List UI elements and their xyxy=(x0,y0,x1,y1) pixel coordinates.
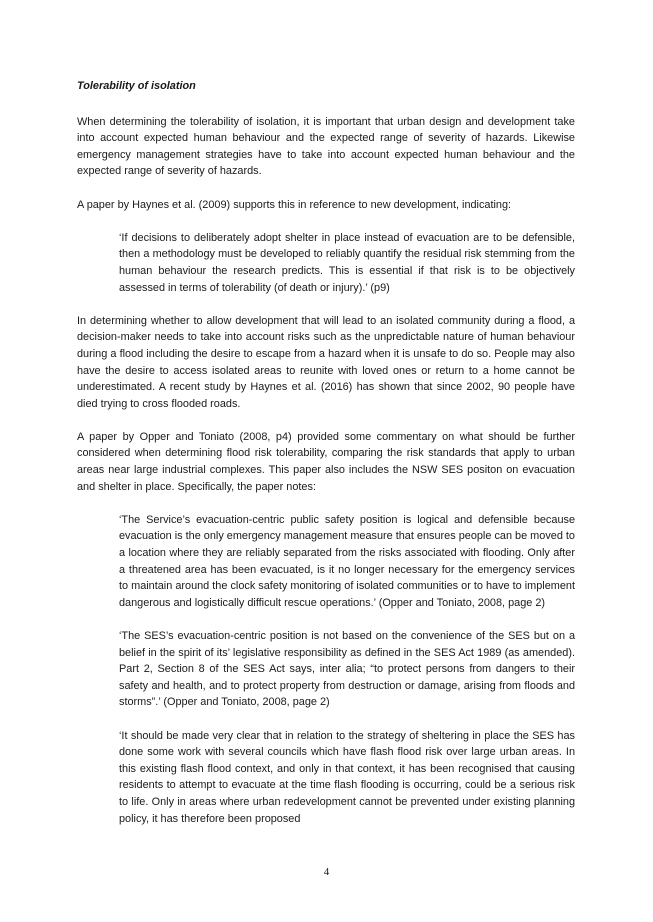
paragraph-isolated-community: In determining whether to allow development that will lead to an isolated community during a flood, a decision-maker needs to take into account risks such as the unpredictable nature of human behaviour during a flood including the desire to escape from a hazard when it is unsafe to do so. People may also have the desire to access isolated areas to reunite with loved ones or return to a home cannot be underestimated. A recent study by Haynes et al. (2016) has shown that since 2002, 90 people have died trying to cross flooded roads. xyxy=(77,314,575,410)
quote-shelter-in-place: ‘It should be made very clear that in relation to the strategy of sheltering in place the SES has done some work with several councils which have flash flood risk over large urban areas. In this existing flash flood context, and only in that context, it has been recognised that causing residents to attempt to evacuate at the time flash flooding is occurring, could be a serious risk to life. Only in areas where urban redevelopment cannot be prevented under existing planning policy, it has therefore been proposed xyxy=(119,729,575,825)
paragraph-tolerability-intro: When determining the tolerability of isolation, it is important that urban design and development take into account expected human behaviour and the expected range of severity of hazards. Likewise emergency management strategies have to take into account expected human behaviour and the expected range of severity of hazards. xyxy=(77,115,575,178)
section-heading: Tolerability of isolation xyxy=(77,80,196,92)
quote-evacuation-centric: ‘The Service’s evacuation-centric public safety position is logical and defensible because evacuation is the only emergency management measure that ensures people can be moved to a location where they are reliably separated from the risks associated with flooding. Only after a threatened area has been evacuated, is it no longer necessary for the emergency services to maintain around the clock safety monitoring of isolated communities or to have to implement dangerous and logistically difficult rescue operations.’ (Opper and Toniato, 2008, page 2) xyxy=(119,513,575,609)
page-number: 4 xyxy=(323,866,330,878)
quote-ses-act: ‘The SES’s evacuation-centric position is not based on the convenience of the SES but on a belief in the spirit of its’ legislative responsibility as defined in the SES Act 1989 (as amended). Part 2, Section 8 of the SES Act says, inter alia; “to protect persons from dangers to their safety and health, and to protect property from destruction or damage, arising from floods and storms”.’ (Opper and Toniato, 2008, page 2) xyxy=(119,630,575,709)
paragraph-opper-toniato: A paper by Opper and Toniato (2008, p4) provided some commentary on what should be further considered when determining flood risk tolerability, comparing the risk standards that apply to urban areas near large industrial complexes. This paper also includes the NSW SES positon on evacuation and shelter in place. Specifically, the paper notes: xyxy=(77,430,575,493)
document-body xyxy=(77,78,575,844)
quote-haynes-2009: ‘If decisions to deliberately adopt shelter in place instead of evacuation are to be defensible, then a methodology must be developed to reliably quantify the residual risk stemming from the human behaviour the research predicts. This is essential if that risk is to be objectively assessed in terms of tolerability (of death or injury).’ (p9) xyxy=(119,231,575,294)
paragraph-haynes-reference: A paper by Haynes et al. (2009) supports this in reference to new development, indicating: xyxy=(77,198,512,211)
